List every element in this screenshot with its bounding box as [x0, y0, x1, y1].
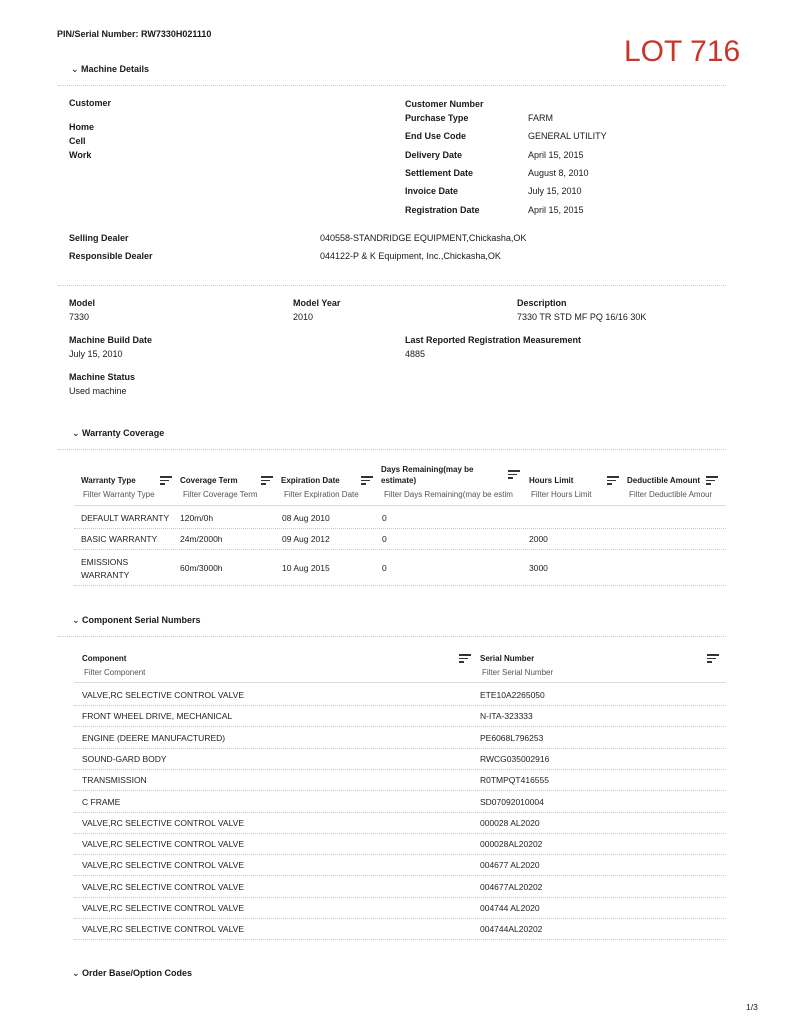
serial-number-cell: SD07092010004: [480, 796, 544, 807]
coverage-term-cell: 60m/3000h: [180, 563, 223, 573]
home-label: Home: [69, 122, 95, 132]
serial-number-cell: 000028 AL2020: [480, 817, 540, 828]
customer-heading: Customer: [69, 98, 112, 108]
end-use-code-label: End Use Code: [405, 131, 467, 141]
purchase-type-value: FARM: [528, 113, 554, 123]
col-header-component[interactable]: Component: [82, 654, 127, 663]
coverage-term-cell: 120m/0h: [180, 513, 214, 523]
last-registration-label: Last Reported Registration Measurement: [405, 335, 582, 345]
table-row-divider: [74, 833, 726, 834]
col-header-expiration-date[interactable]: Expiration Date: [281, 476, 340, 485]
build-date-value: July 15, 2010: [69, 349, 123, 359]
coverage-term-cell: 24m/2000h: [180, 534, 223, 544]
table-row-divider: [74, 875, 726, 876]
component-name-cell: VALVE,RC SELECTIVE CONTROL VALVE: [82, 839, 245, 850]
filter-serial-number-input[interactable]: Filter Serial Number: [482, 668, 554, 677]
delivery-date-value: April 15, 2015: [528, 150, 584, 160]
component-name-cell: FRONT WHEEL DRIVE, MECHANICAL: [82, 711, 233, 722]
description-label: Description: [517, 298, 567, 308]
registration-date-value: April 15, 2015: [528, 205, 584, 215]
machine-status-label: Machine Status: [69, 372, 136, 382]
section-title-order-codes: Order Base/Option Codes: [82, 968, 193, 978]
work-label: Work: [69, 150, 92, 160]
expiration-date-cell: 09 Aug 2012: [282, 534, 330, 544]
section-title-warranty: Warranty Coverage: [82, 428, 165, 438]
invoice-date-value: July 15, 2010: [528, 186, 582, 196]
col-header-warranty-type[interactable]: Warranty Type: [81, 476, 136, 485]
component-name-cell: ENGINE (DEERE MANUFACTURED): [82, 732, 226, 743]
description-value: 7330 TR STD MF PQ 16/16 30K: [517, 312, 647, 322]
serial-number-cell: 004677 AL2020: [480, 860, 540, 871]
col-header-coverage-term[interactable]: Coverage Term: [180, 476, 238, 485]
page-number: 1/3: [746, 1002, 758, 1012]
machine-status-value: Used machine: [69, 386, 127, 396]
sort-icon[interactable]: [508, 469, 520, 479]
serial-number-cell: 004744AL20202: [480, 924, 543, 935]
filter-coverage-term-input[interactable]: Filter Coverage Term: [183, 490, 258, 499]
customer-number-label: Customer Number: [405, 99, 484, 109]
warranty-type-cell: BASIC WARRANTY: [81, 534, 158, 544]
divider: [58, 449, 726, 450]
table-row-divider: [74, 726, 726, 727]
table-header-divider: [74, 682, 726, 683]
expiration-date-cell: 08 Aug 2010: [282, 513, 330, 523]
section-title-components: Component Serial Numbers: [82, 615, 201, 625]
table-row-divider: [74, 528, 726, 529]
settlement-date-value: August 8, 2010: [528, 168, 589, 178]
sort-icon[interactable]: [607, 475, 619, 485]
pin-serial-label: PIN/Serial Number: RW7330H021110: [57, 29, 212, 39]
component-name-cell: SOUND-GARD BODY: [82, 753, 167, 764]
table-row-divider: [74, 939, 726, 940]
filter-component-input[interactable]: Filter Component: [84, 668, 146, 677]
table-row-divider: [74, 585, 726, 586]
delivery-date-label: Delivery Date: [405, 150, 463, 160]
machine-details-toggle[interactable]: [71, 64, 149, 75]
chevron-down-icon: ⌄: [72, 428, 80, 438]
col-header-serial-number[interactable]: Serial Number: [480, 654, 535, 663]
component-name-cell: VALVE,RC SELECTIVE CONTROL VALVE: [82, 860, 245, 871]
filter-warranty-type-input[interactable]: Filter Warranty Type: [83, 490, 155, 499]
sort-icon[interactable]: [261, 475, 273, 485]
component-name-cell: VALVE,RC SELECTIVE CONTROL VALVE: [82, 690, 245, 700]
filter-days-remaining-input[interactable]: Filter Days Remaining(may be estim: [384, 490, 513, 499]
warranty-coverage-toggle[interactable]: [72, 428, 164, 439]
serial-number-cell: N-ITA-323333: [480, 711, 533, 722]
build-date-label: Machine Build Date: [69, 335, 153, 345]
filter-expiration-date-input[interactable]: Filter Expiration Date: [284, 490, 359, 499]
table-row-divider: [74, 790, 726, 791]
sort-icon[interactable]: [706, 475, 718, 485]
last-registration-value: 4885: [405, 349, 426, 359]
table-row-divider: [74, 854, 726, 855]
chevron-down-icon: ⌄: [71, 64, 79, 74]
table-header-divider: [74, 505, 726, 506]
hours-limit-cell: 3000: [529, 563, 548, 573]
days-remaining-cell: 0: [382, 513, 387, 523]
order-codes-toggle[interactable]: [72, 968, 192, 979]
chevron-down-icon: ⌄: [72, 968, 80, 978]
col-header-deductible-amount[interactable]: Deductible Amount: [627, 476, 701, 485]
days-remaining-cell: 0: [382, 563, 387, 573]
responsible-dealer-value: 044122-P & K Equipment, Inc.,Chickasha,OK: [320, 251, 501, 261]
table-row-divider: [74, 769, 726, 770]
component-name-cell: TRANSMISSION: [82, 775, 147, 786]
component-name-cell: VALVE,RC SELECTIVE CONTROL VALVE: [82, 881, 245, 892]
expiration-date-cell: 10 Aug 2015: [282, 563, 330, 573]
component-name-cell: C FRAME: [82, 796, 121, 807]
component-name-cell: VALVE,RC SELECTIVE CONTROL VALVE: [82, 903, 245, 913]
serial-number-cell: 004744 AL2020: [480, 903, 540, 913]
lot-number-stamp: LOT 716: [624, 35, 741, 68]
days-remaining-cell: 0: [382, 534, 387, 544]
end-use-code-value: GENERAL UTILITY: [528, 131, 607, 141]
serial-number-cell: 000028AL20202: [480, 839, 543, 850]
serial-number-cell: R0TMPQT416555: [480, 775, 549, 786]
model-year-value: 2010: [293, 312, 314, 322]
divider: [58, 285, 726, 286]
responsible-dealer-label: Responsible Dealer: [69, 251, 153, 261]
serial-number-cell: ETE10A2265050: [480, 690, 545, 700]
warranty-type-cell: DEFAULT WARRANTY: [81, 513, 170, 523]
registration-date-label: Registration Date: [405, 205, 480, 215]
warranty-type-cell: EMISSIONS WARRANTY: [81, 557, 130, 580]
table-row-divider: [74, 812, 726, 813]
col-header-hours-limit[interactable]: Hours Limit: [529, 476, 574, 485]
divider: [58, 636, 726, 637]
settlement-date-label: Settlement Date: [405, 168, 474, 178]
sort-icon[interactable]: [459, 653, 471, 663]
col-header-days-remaining[interactable]: Days Remaining(may be estimate): [381, 465, 474, 485]
model-value: 7330: [69, 312, 90, 322]
table-row-divider: [74, 549, 726, 550]
filter-deductible-amount-input[interactable]: Filter Deductible Amour: [629, 490, 713, 499]
sort-icon[interactable]: [160, 475, 172, 485]
sort-icon[interactable]: [707, 653, 719, 663]
cell-label: Cell: [69, 136, 86, 146]
serial-number-cell: PE6068L796253: [480, 732, 544, 743]
table-row-divider: [74, 897, 726, 898]
serial-number-cell: 004677AL20202: [480, 881, 543, 892]
invoice-date-label: Invoice Date: [405, 186, 459, 196]
purchase-type-label: Purchase Type: [405, 113, 469, 123]
model-label: Model: [69, 298, 95, 308]
serial-number-cell: RWCG035002916: [480, 753, 550, 764]
component-name-cell: VALVE,RC SELECTIVE CONTROL VALVE: [82, 924, 245, 935]
hours-limit-cell: 2000: [529, 534, 548, 544]
divider: [58, 85, 726, 86]
component-serials-toggle[interactable]: [72, 615, 201, 626]
table-row-divider: [74, 748, 726, 749]
filter-hours-limit-input[interactable]: Filter Hours Limit: [531, 490, 592, 499]
selling-dealer-label: Selling Dealer: [69, 233, 129, 243]
table-row-divider: [74, 705, 726, 706]
selling-dealer-value: 040558-STANDRIDGE EQUIPMENT,Chickasha,OK: [320, 233, 527, 243]
sort-icon[interactable]: [361, 475, 373, 485]
component-name-cell: VALVE,RC SELECTIVE CONTROL VALVE: [82, 817, 245, 828]
section-title-machine-details: Machine Details: [81, 64, 150, 74]
model-year-label: Model Year: [293, 298, 341, 308]
chevron-down-icon: ⌄: [72, 615, 80, 625]
table-row-divider: [74, 918, 726, 919]
